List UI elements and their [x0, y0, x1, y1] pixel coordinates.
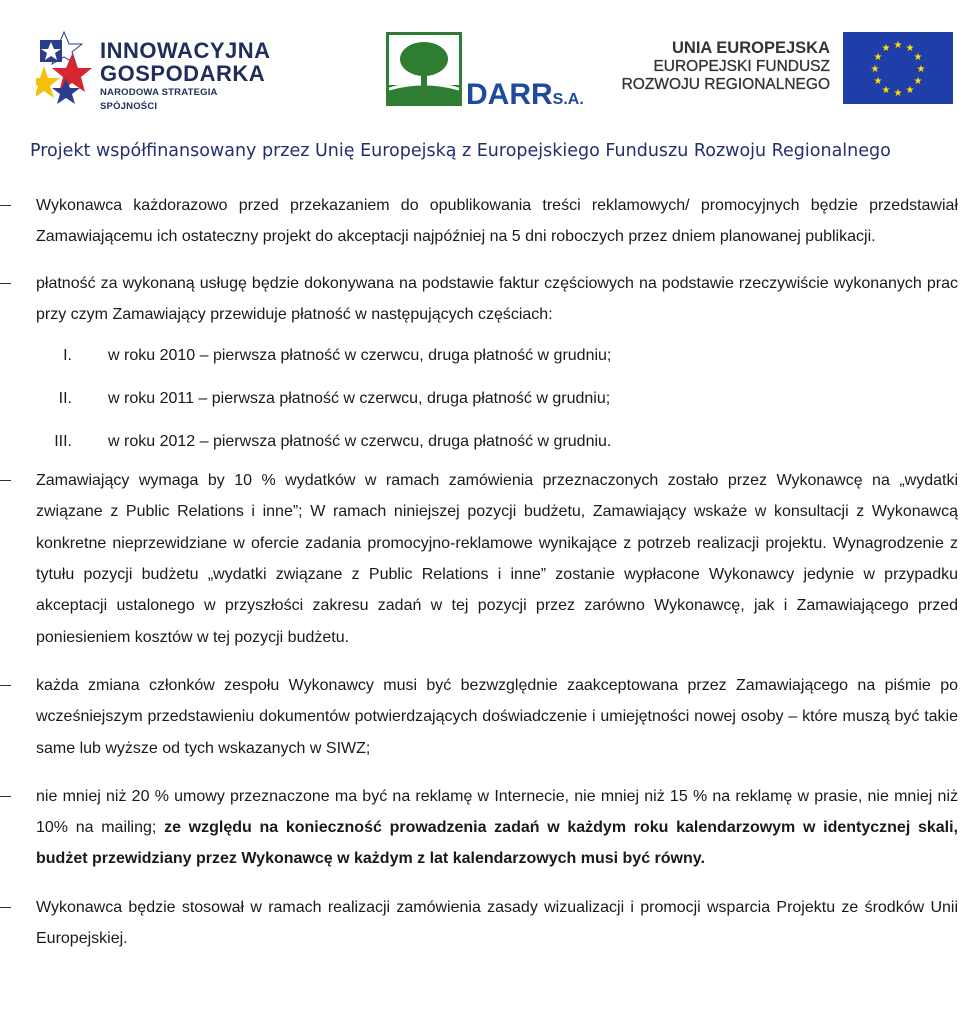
svg-text:★: ★	[893, 40, 903, 51]
payment-row	[0, 377, 960, 420]
logo-bar	[0, 0, 960, 120]
eu-line2: EUROPEJSKI FUNDUSZ	[653, 58, 830, 75]
payment-number: I.	[63, 347, 72, 365]
svg-text:★: ★	[881, 85, 891, 96]
dash-bullet	[0, 480, 11, 481]
ig-line1: INNOWACYJNA	[100, 38, 271, 63]
project-funding-headline: Projekt współfinansowany przez Unię Europejską z Europejskiego Funduszu Rozwoju Regionalnego	[30, 141, 891, 161]
payment-text: w roku 2012 – pierwsza płatność w czerwcu, druga płatność w grudniu.	[108, 433, 612, 451]
svg-text:★: ★	[881, 43, 891, 54]
innowacyjna-gospodarka-logo	[36, 30, 276, 110]
darr-name	[466, 80, 584, 115]
dash-bullet	[0, 907, 11, 908]
dash-bullet	[0, 205, 11, 206]
list-item	[0, 892, 960, 955]
svg-text:★: ★	[893, 88, 903, 99]
item-text-bold: ze względu na konieczność prowadzenia zadań w każdym roku kalendarzowym w identycznej skali, budżet przewidziany przez Wykonawcę w każdym z lat kalendarzowych musi być równy.	[36, 819, 958, 868]
item-text: płatność za wykonaną usługę będzie dokonywana na podstawie faktur częściowych na podstawie rzeczywiście wykonanych prac przy czym Zamawiający przewiduje płatność w następujących częściach:	[36, 274, 958, 323]
stars-icon	[36, 30, 96, 108]
svg-text:★: ★	[905, 85, 915, 96]
darr-logo	[386, 30, 584, 111]
list-item	[0, 465, 960, 653]
svg-text:★: ★	[870, 64, 880, 75]
list-item	[0, 670, 960, 764]
payment-row	[0, 420, 960, 463]
dash-bullet	[0, 283, 11, 284]
document-body	[0, 190, 960, 969]
payment-row	[0, 334, 960, 377]
eu-flag-icon	[843, 32, 953, 104]
dash-bullet	[0, 685, 11, 686]
list-item	[0, 781, 960, 875]
list-item	[0, 268, 960, 331]
svg-text:★: ★	[916, 64, 926, 75]
item-text: Wykonawca będzie stosował w ramach realizacji zamówienia zasady wizualizacji i promocji wsparcia Projektu ze środków Unii Europejskiej.	[36, 898, 958, 948]
darr-name-main: DARR	[466, 78, 553, 111]
payment-text: w roku 2010 – pierwsza płatność w czerwcu, druga płatność w grudniu;	[108, 347, 612, 365]
eu-line1: UNIA EUROPEJSKA	[672, 39, 830, 57]
svg-text:★: ★	[913, 76, 923, 87]
payment-text: w roku 2011 – pierwsza płatność w czerwcu, druga płatność w grudniu;	[108, 390, 611, 408]
payment-number: III.	[54, 433, 72, 451]
dash-bullet	[0, 796, 11, 797]
payment-schedule	[0, 334, 960, 463]
ig-line3: NARODOWA STRATEGIA SPÓJNOŚCI	[100, 87, 218, 112]
list-item	[0, 190, 960, 253]
eu-line3: ROZWOJU REGIONALNEGO	[621, 76, 830, 93]
eu-logo	[621, 30, 956, 110]
item-text: Wykonawca każdorazowo przed przekazaniem do opublikowania treści reklamowych/ promocyjnych będzie przedstawiał Zamawiającemu ich ostateczny projekt do akceptacji najpóźniej na 5 dni roboczych przez dniem planowanej publikacji.	[36, 197, 958, 246]
tree-icon	[386, 32, 462, 106]
payment-number: II.	[58, 390, 72, 408]
svg-text:★: ★	[905, 43, 915, 54]
ig-line2: GOSPODARKA	[100, 61, 266, 86]
ig-text	[100, 40, 276, 114]
item-text-plain: nie mniej niż 20 % umowy przeznaczone ma być na reklamę w Internecie, nie mniej niż 15 % na reklamę w prasie, nie mniej niż 10% na mailing;	[36, 787, 958, 837]
item-text: każda zmiana członków zespołu Wykonawcy musi być bezwzględnie zaakceptowana przez Zamawiającego na piśmie po wcześniejszym przedstawieniu dokumentów potwierdzających doświadczenie i umiejętności nowej osoby – które muszą być takie same lub wyższe od tych wskazanych w SIWZ;	[36, 676, 958, 757]
svg-text:★: ★	[873, 76, 883, 87]
darr-suffix: S.A.	[552, 91, 584, 108]
svg-text:★: ★	[873, 52, 883, 63]
svg-text:★: ★	[913, 52, 923, 63]
item-text: Zamawiający wymaga by 10 % wydatków w ramach zamówienia przeznaczonych zostało przez Wykonawcę na „wydatki związane z Public Relations i inne”; W ramach niniejszej pozycji budżetu, Zamawiający wskaże w konsultacji z Wykonawcą konkretne nieprzewidziane w ofercie zadania promocyjno-reklamowe wynikające z potrzeb realizacji projektu. Wynagrodzenie z tytułu pozycji budżetu „wydatki związane z Public Relations i inne” zostanie wypłacone Wykonawcy jedynie w przypadku akceptacji ustalonego w przyszłości zakresu zadań w tej pozycji przez zarówno Wykonawcę, jak i Zamawiającego przed poniesieniem kosztów w tej pozycji budżetu.	[36, 472, 958, 646]
eu-text	[622, 38, 830, 94]
